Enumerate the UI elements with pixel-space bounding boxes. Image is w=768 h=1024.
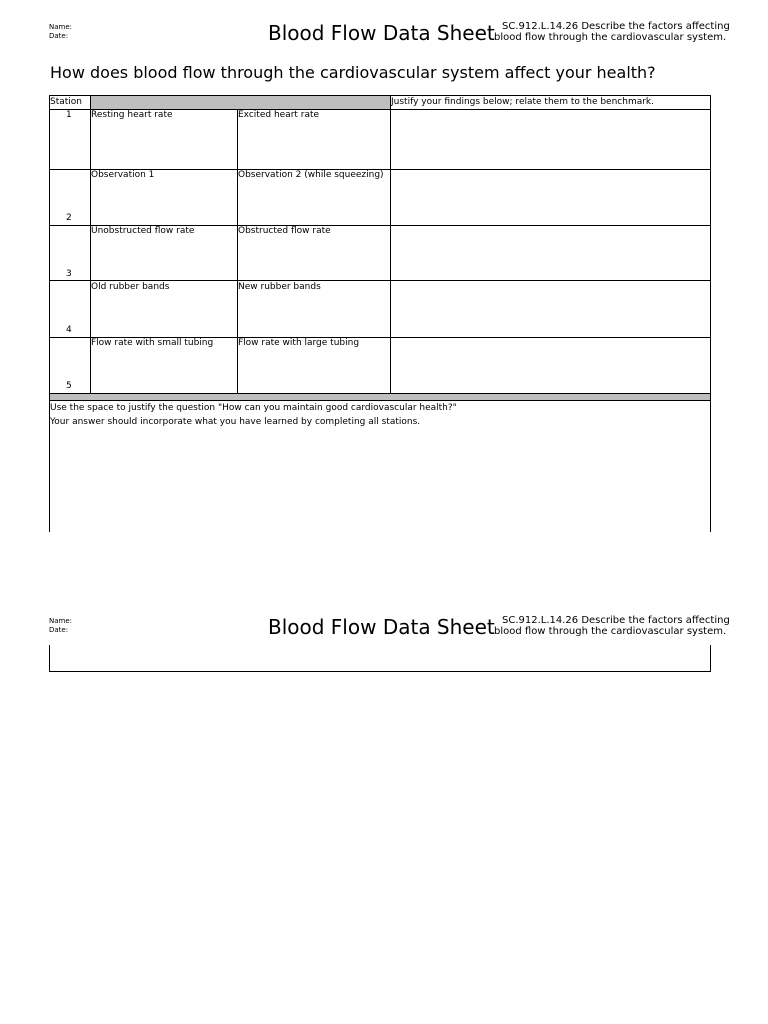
- essential-question: How does blood flow through the cardiovascular system affect your health?: [50, 63, 656, 82]
- benchmark-line-1: SC.912.L.14.26 Describe the factors affecting: [502, 21, 730, 32]
- page-title: Blood Flow Data Sheet: [268, 21, 495, 45]
- conclusion-prompt-2: Your answer should incorporate what you have learned by completing all stations.: [50, 417, 421, 427]
- header-shading: [91, 96, 391, 109]
- row-2-col-1: Observation 1: [91, 170, 155, 180]
- station-number: 5: [66, 381, 72, 391]
- row-5-col-1: Flow rate with small tubing: [91, 338, 214, 348]
- conclusion-prompt-1: Use the space to justify the question "How can you maintain good cardiovascular health?": [50, 403, 457, 413]
- station-header: Station: [50, 97, 82, 107]
- row-2-col-2: Observation 2 (while squeezing): [238, 170, 384, 180]
- page-title: Blood Flow Data Sheet: [268, 615, 495, 639]
- row-4-col-1: Old rubber bands: [91, 282, 170, 292]
- row-5-col-2: Flow rate with large tubing: [238, 338, 360, 348]
- row-1-col-1: Resting heart rate: [91, 110, 173, 120]
- justify-header: Justify your findings below; relate them to the benchmark.: [391, 97, 655, 107]
- station-number: 2: [66, 213, 72, 223]
- benchmark-line-2: blood flow through the cardiovascular system.: [494, 626, 727, 637]
- date-label: Date:: [49, 32, 69, 40]
- row-3-col-1: Unobstructed flow rate: [91, 226, 195, 236]
- station-number: 4: [66, 325, 72, 335]
- station-number: 1: [66, 110, 72, 120]
- station-number: 3: [66, 269, 72, 279]
- row-4-col-2: New rubber bands: [238, 282, 321, 292]
- row-3-col-2: Obstructed flow rate: [238, 226, 331, 236]
- benchmark-line-2: blood flow through the cardiovascular system.: [494, 32, 727, 43]
- name-label: Name:: [49, 617, 73, 625]
- row-1-col-2: Excited heart rate: [238, 110, 320, 120]
- benchmark-line-1: SC.912.L.14.26 Describe the factors affecting: [502, 615, 730, 626]
- name-label: Name:: [49, 23, 73, 31]
- date-label: Date:: [49, 626, 69, 634]
